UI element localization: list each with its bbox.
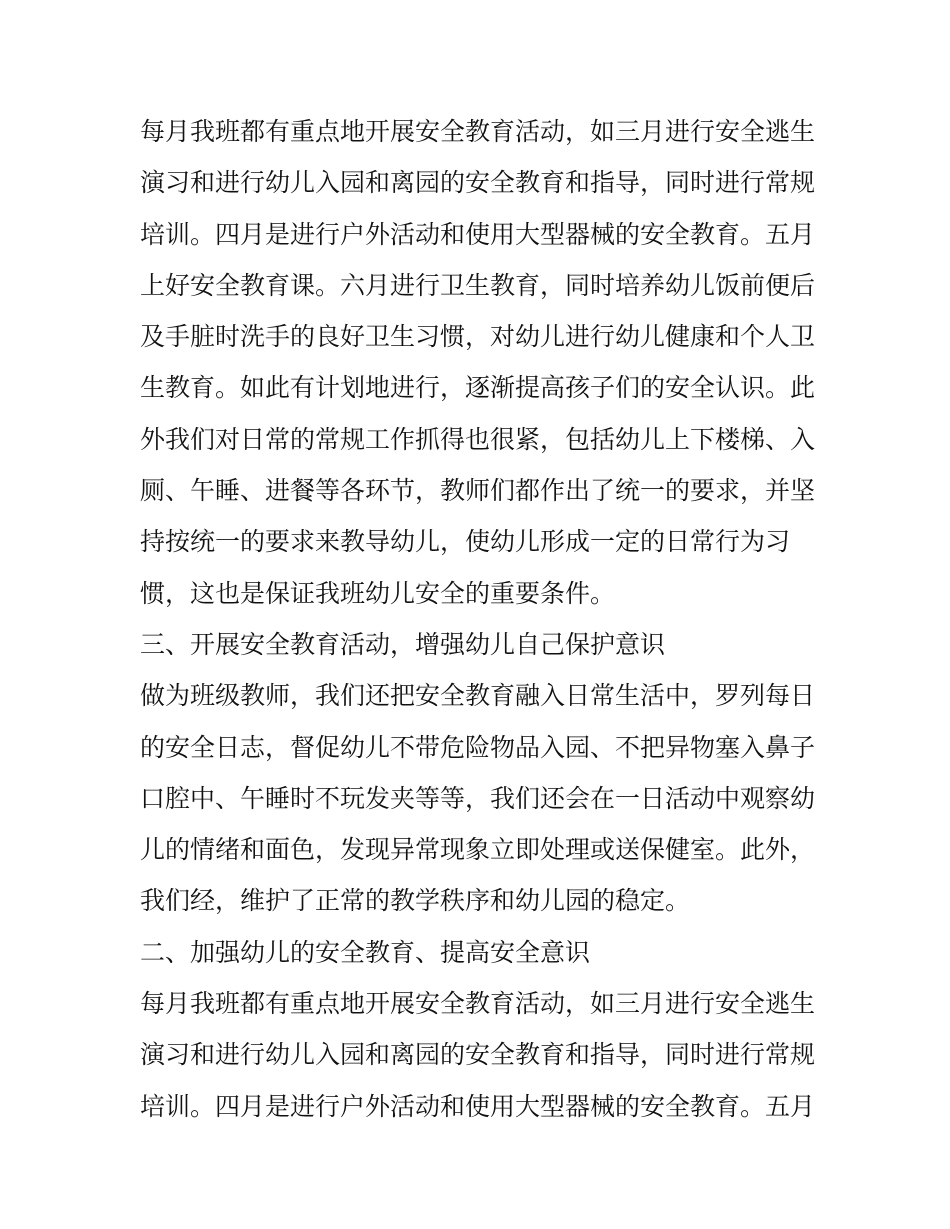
paragraph-line: 我们经，维护了正常的教学秩序和幼儿园的稳定。 bbox=[140, 886, 691, 916]
paragraph-line: 每月我班都有重点地开展安全教育活动，如三月进行安全逃生 bbox=[140, 989, 816, 1019]
paragraph-line: 外我们对日常的常规工作抓得也很紧，包括幼儿上下楼梯、入 bbox=[140, 424, 816, 454]
paragraph-line: 上好安全教育课。六月进行卫生教育，同时培养幼儿饭前便后 bbox=[140, 270, 816, 300]
section-heading: 三、开展安全教育活动，增强幼儿自己保护意识 bbox=[140, 629, 666, 659]
paragraph-line: 惯，这也是保证我班幼儿安全的重要条件。 bbox=[140, 578, 616, 608]
paragraph-line: 做为班级教师，我们还把安全教育融入日常生活中，罗列每日 bbox=[140, 681, 816, 711]
paragraph-line: 厕、午睡、进餐等各环节，教师们都作出了统一的要求，并坚 bbox=[140, 476, 816, 506]
section-heading: 二、加强幼儿的安全教育、提高安全意识 bbox=[140, 937, 591, 967]
paragraph-line: 持按统一的要求来教导幼儿，使幼儿形成一定的日常行为习 bbox=[140, 527, 791, 557]
paragraph-line: 儿的情绪和面色，发现异常现象立即处理或送保健室。此外， bbox=[140, 835, 816, 865]
paragraph-line: 生教育。如此有计划地进行，逐渐提高孩子们的安全认识。此 bbox=[140, 373, 816, 403]
paragraph-line: 及手脏时洗手的良好卫生习惯，对幼儿进行幼儿健康和个人卫 bbox=[140, 322, 816, 352]
paragraph-line: 演习和进行幼儿入园和离园的安全教育和指导，同时进行常规 bbox=[140, 1040, 816, 1070]
document-body bbox=[140, 106, 820, 1132]
paragraph-line: 口腔中、午睡时不玩发夹等等，我们还会在一日活动中观察幼 bbox=[140, 783, 816, 813]
paragraph-line: 每月我班都有重点地开展安全教育活动，如三月进行安全逃生 bbox=[140, 117, 816, 146]
paragraph-line: 培训。四月是进行户外活动和使用大型器械的安全教育。五月 bbox=[140, 1091, 816, 1121]
paragraph-line: 演习和进行幼儿入园和离园的安全教育和指导，同时进行常规 bbox=[140, 168, 816, 198]
paragraph-line: 培训。四月是进行户外活动和使用大型器械的安全教育。五月 bbox=[140, 219, 816, 249]
paragraph-line: 的安全日志，督促幼儿不带危险物品入园、不把异物塞入鼻子 bbox=[140, 732, 816, 762]
